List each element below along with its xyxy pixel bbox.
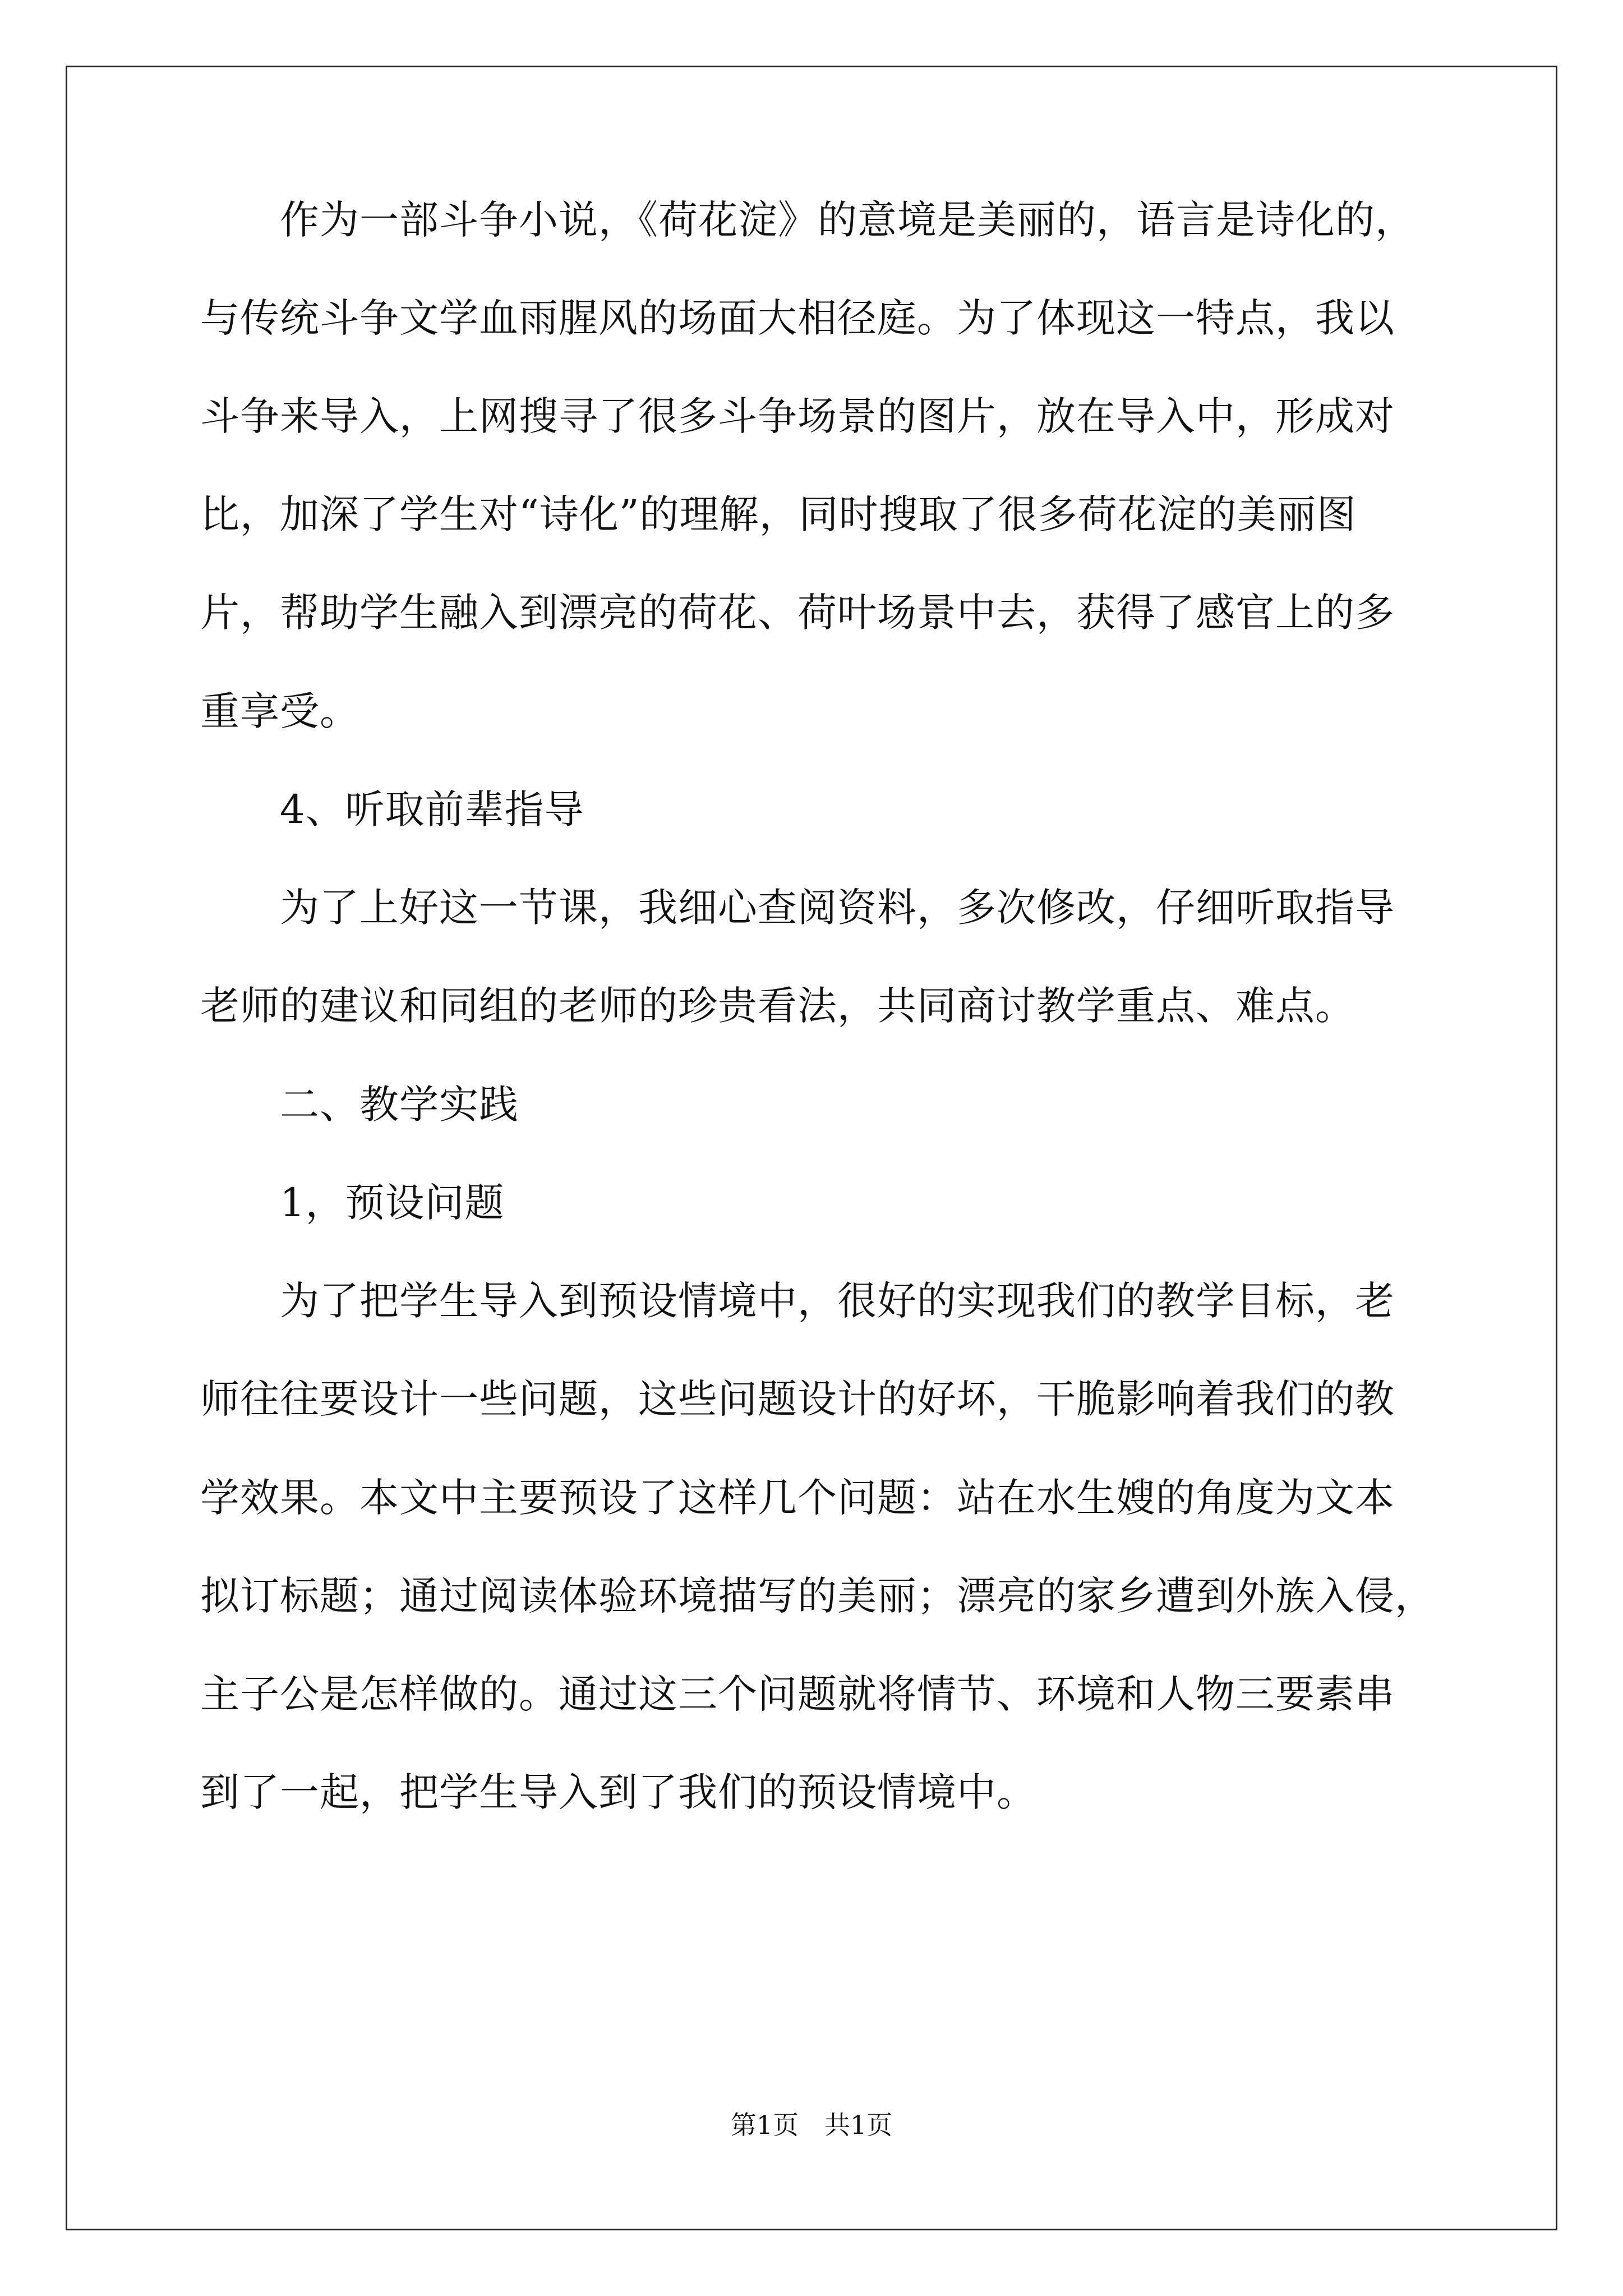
paragraph-line: 片，帮助学生融入到漂亮的荷花、荷叶场景中去，获得了感官上的多 [200,590,1395,636]
paragraph-line: 与传统斗争文学血雨腥风的场面大相径庭。为了体现这一特点，我以 [200,295,1395,341]
section-heading: 4、听取前辈指导 [200,786,584,832]
paragraph-line: 拟订标题；通过阅读体验环境描写的美丽；漂亮的家乡遭到外族入侵， [200,1573,1435,1619]
page-border [66,66,1557,2230]
paragraph-line: 重享受。 [200,688,359,734]
page-footer: 第1页 共1页 [730,2110,893,2140]
paragraph-line: 为了上好这一节课，我细心查阅资料，多次修改，仔细听取指导 [200,885,1395,931]
paragraph-line: 斗争来导入，上网搜寻了很多斗争场景的图片，放在导入中，形成对 [200,393,1395,439]
paragraph-line: 为了把学生导入到预设情境中，很好的实现我们的教学目标，老 [200,1278,1395,1324]
paragraph-line: 师往往要设计一些问题，这些问题设计的好坏，干脆影响着我们的教 [200,1376,1395,1422]
paragraph-line: 作为一部斗争小说，《荷花淀》的意境是美丽的，语言是诗化的， [200,197,1415,243]
section-heading: 二、教学实践 [200,1082,519,1128]
paragraph-line: 主子公是怎样做的。通过这三个问题就将情节、环境和人物三要素串 [200,1671,1395,1717]
paragraph-line: 老师的建议和同组的老师的珍贵看法，共同商讨教学重点、难点。 [200,983,1355,1029]
section-heading: 1，预设问题 [200,1180,505,1226]
paragraph-line: 比，加深了学生对“诗化”的理解，同时搜取了很多荷花淀的美丽图 [200,491,1357,537]
paragraph-line: 学效果。本文中主要预设了这样几个问题：站在水生嫂的角度为文本 [200,1475,1395,1521]
paragraph-line: 到了一起，把学生导入到了我们的预设情境中。 [200,1769,1036,1815]
